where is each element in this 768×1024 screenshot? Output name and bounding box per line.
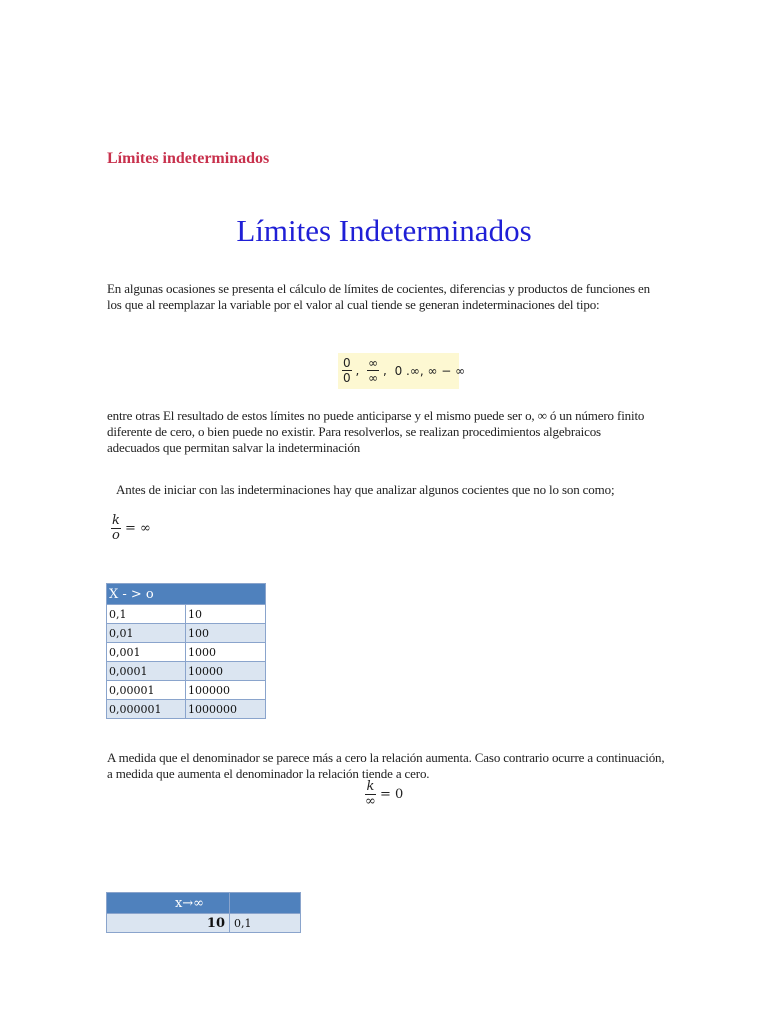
fraction-zero-over-zero: [342, 356, 352, 385]
fraction-denominator: o: [112, 528, 120, 543]
table-cell-x: 0,001: [107, 643, 186, 662]
table-row: [107, 605, 266, 624]
table-row: [107, 624, 266, 643]
table-cell-value: 1000000: [186, 700, 266, 719]
table-cell-x: 0,1: [107, 605, 186, 624]
table-row: [107, 914, 301, 933]
formula-rhs: = 0: [379, 787, 404, 802]
separator: ,: [382, 363, 387, 378]
remaining-forms: 0 .∞, ∞ − ∞: [394, 363, 466, 378]
table-cell-x: 10: [107, 914, 230, 933]
table-cell-x: 0,000001: [107, 700, 186, 719]
before-paragraph: Antes de iniciar con las indeterminaciones hay que analizar algunos cocientes que no lo son como;: [116, 482, 615, 497]
fraction-numerator: 0: [343, 356, 351, 370]
table-cell-value: 1000: [186, 643, 266, 662]
indeterminate-forms-formula: [338, 353, 466, 389]
fraction-denominator: 0: [343, 371, 351, 385]
intro-paragraph: En algunas ocasiones se presenta el cálculo de límites de cocientes, diferencias y productos de funciones en los que al reemplazar la variable por el valor al cual tiende se generan indeterminaciones del tipo:: [107, 281, 650, 312]
table-cell-value: 100: [186, 624, 266, 643]
result-paragraph: entre otras El resultado de estos límites no puede anticiparse y el mismo puede ser o, ∞ ó un número finito diferente de cero, o bien puede no existir. Para resolverlos, se realizan procedimientos algebraicos adecuados que permitan salvar la indeterminación: [107, 408, 645, 455]
table-header-empty: [230, 893, 301, 914]
k-over-zero-formula: [111, 514, 151, 543]
fraction-inf-over-inf: [367, 356, 379, 385]
fraction-denominator: ∞: [365, 794, 376, 809]
table-cell-value: 0,1: [230, 914, 301, 933]
table-cell-value: 10: [186, 605, 266, 624]
separator: ,: [355, 363, 360, 378]
k-over-infinity-formula: [365, 780, 403, 809]
table-header: x→∞: [107, 893, 230, 914]
table-row: [107, 681, 266, 700]
table-cell-value: 100000: [186, 681, 266, 700]
table-row: [107, 700, 266, 719]
table-cell-x: 0,01: [107, 624, 186, 643]
fraction-numerator: k: [366, 779, 375, 794]
section-heading: Límites indeterminados: [107, 150, 270, 167]
table-row: [107, 662, 266, 681]
table-x-to-infinity: [106, 892, 301, 933]
table-cell-x: 0,0001: [107, 662, 186, 681]
page-title: Límites Indeterminados: [236, 213, 532, 248]
formula-rhs: = ∞: [125, 521, 151, 536]
fraction-numerator: k: [112, 513, 120, 528]
table-header: X - > o: [107, 584, 266, 605]
fraction-numerator: ∞: [368, 356, 379, 370]
table-row: [107, 643, 266, 662]
measure-paragraph: A medida que el denominador se parece más a cero la relación aumenta. Caso contrario ocurre a continuación, a medida que aumenta el denominador la relación tiende a cero.: [107, 750, 665, 781]
table-cell-x: 0,00001: [107, 681, 186, 700]
table-x-to-zero: [106, 583, 266, 719]
table-cell-value: 10000: [186, 662, 266, 681]
fraction-denominator: ∞: [368, 371, 379, 385]
